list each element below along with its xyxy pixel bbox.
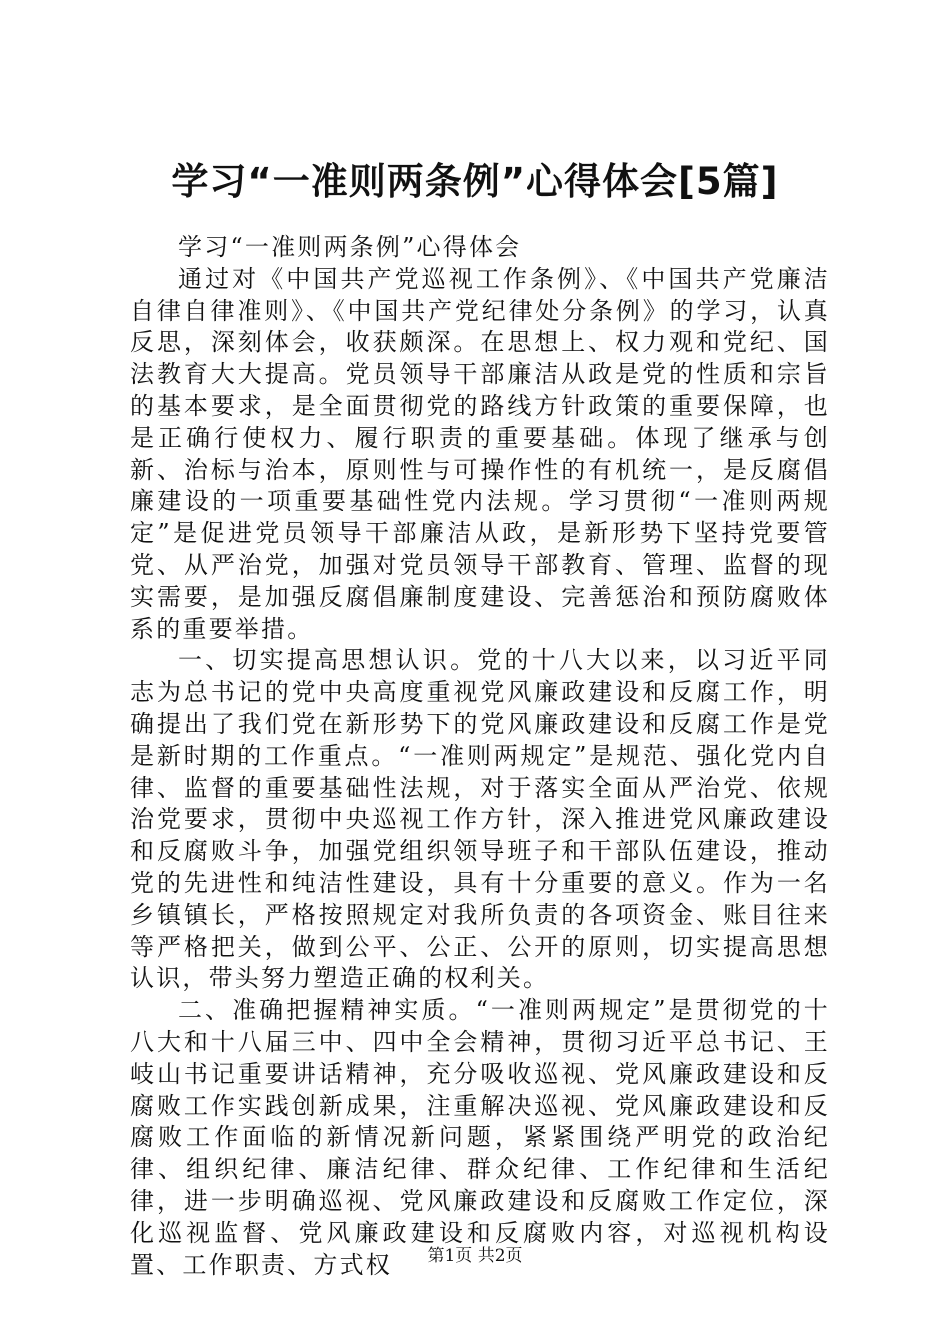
document-title: 学习“一准则两条例”心得体会[5篇] (171, 160, 779, 203)
body-paragraph: 一、切实提高思想认识。党的十八大以来，以习近平同志为总书记的党中央高度重视党风廉政建设和反腐工作，明确提出了我们党在新形势下的党风廉政建设和反腐工作是党是新时期的工作重点。“一准则两规定”是规范、强化党内自律、监督的重要基础性法规，对于落实全面从严治党、依规治党要求，贯彻中央巡视工作方针，深入推进党风廉政建设和反腐败斗争，加强党组织领导班子和干部队伍建设，推动党的先进性和纯洁性建设，具有十分重要的意义。作为一名乡镇镇长，严格按照规定对我所负责的各项资金、账目往来等严格把关，做到公平、公正、公开的原则，切实提高思想认识，带头努力塑造正确的权利关。 (130, 646, 830, 993)
document-body (130, 232, 830, 1281)
body-paragraph: 二、准确把握精神实质。“一准则两规定”是贯彻党的十八大和十八届三中、四中全会精神，贯彻习近平总书记、王岐山书记重要讲话精神，充分吸收巡视、党风廉政建设和反腐败工作实践创新成果，注重解决巡视、党风廉政建设和反腐败工作面临的新情况新问题，紧紧围绕严明党的政治纪律、组织纪律、廉洁纪律、群众纪律、工作纪律和生活纪律，进一步明确巡视、党风廉政建设和反腐败工作定位，深化巡视监督、党风廉政建设和反腐败内容，对巡视机构设置、工作职责、方式权 (130, 996, 830, 1279)
document-subtitle: 学习“一准则两条例”心得体会 (178, 233, 522, 261)
page-number-footer: 第1页 共2页 (427, 1246, 523, 1266)
body-paragraph: 通过对《中国共产党巡视工作条例》、《中国共产党廉洁自律自律准则》、《中国共产党纪律处分条例》的学习，认真反思，深刻体会，收获颇深。在思想上、权力观和党纪、国法教育大大提高。党员领导干部廉洁从政是党的性质和宗旨的基本要求，是全面贯彻党的路线方针政策的重要保障，也是正确行使权力、履行职责的重要基础。体现了继承与创新、治标与治本，原则性与可操作性的有机统一，是反腐倡廉建设的一项重要基础性党内法规。学习贯彻“一准则两规定”是促进党员领导干部廉洁从政，是新形势下坚持党要管党、从严治党，加强对党员领导干部教育、管理、监督的现实需要，是加强反腐倡廉制度建设、完善惩治和预防腐败体系的重要举措。 (130, 264, 830, 643)
